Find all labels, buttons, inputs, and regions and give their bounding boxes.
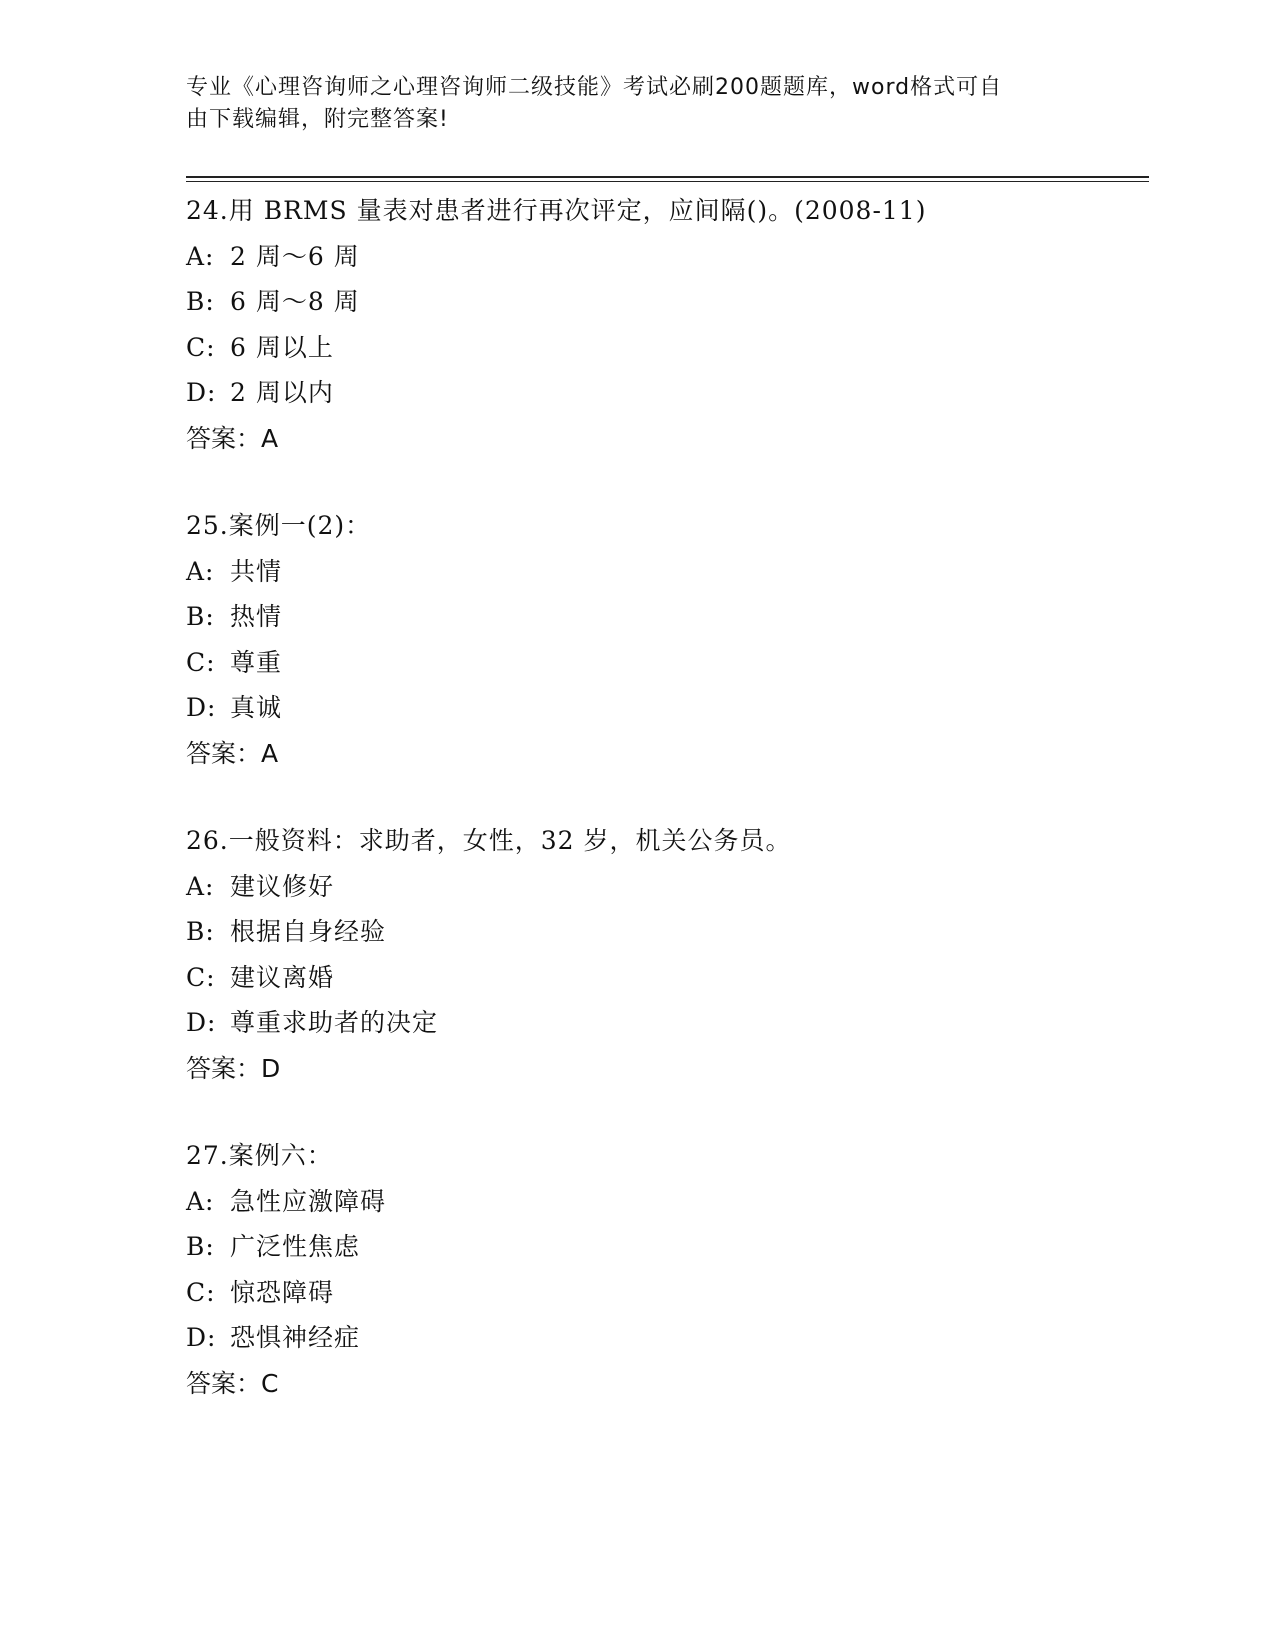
option-key: D: [186, 1008, 217, 1037]
option-text: 恐惧神经症 [230, 1323, 361, 1352]
option-text: 共情 [230, 556, 283, 586]
option-text: 尊重 [230, 647, 283, 677]
option-key: B: [186, 917, 215, 946]
option-c [186, 640, 1146, 686]
question-stem: 24.用 BRMS 量表对患者进行再次评定，应间隔()。(2008-11) [186, 196, 927, 225]
header-divider [186, 176, 1149, 182]
option-key: B: [186, 287, 215, 316]
question-stem: 26.一般资料：求助者，女性，32 岁，机关公务员。 [186, 826, 792, 855]
option-a [186, 234, 1146, 280]
option-d [186, 370, 1146, 416]
question-stem: 25.案例一(2)： [186, 511, 372, 540]
option-key: A: [186, 241, 215, 271]
option-a [186, 549, 1146, 595]
option-c [186, 955, 1146, 1001]
question-25 [186, 503, 1146, 776]
option-key: D: [186, 693, 217, 722]
option-text: 热情 [230, 602, 283, 631]
option-b [186, 279, 1146, 325]
option-key: D: [186, 1323, 217, 1352]
document-header [186, 72, 1086, 136]
question-stem: 27.案例六： [186, 1141, 333, 1170]
option-text: 尊重求助者的决定 [230, 1008, 439, 1037]
option-key: B: [186, 602, 215, 631]
header-line-2: 由下载编辑，附完整答案! [186, 107, 449, 132]
option-key: C: [186, 1277, 216, 1307]
option-key: C: [186, 332, 216, 362]
option-d [186, 1315, 1146, 1361]
option-text: 惊恐障碍 [230, 1277, 335, 1307]
option-d [186, 1000, 1146, 1046]
option-text: 根据自身经验 [230, 917, 387, 946]
option-text: 2 周以内 [230, 378, 334, 407]
question-26 [186, 818, 1146, 1091]
option-text: 6 周～8 周 [230, 287, 360, 316]
option-key: A: [186, 556, 215, 586]
option-a [186, 1179, 1146, 1225]
answer-line: 答案：C [186, 1368, 279, 1398]
question-24 [186, 188, 1146, 461]
option-c [186, 1270, 1146, 1316]
option-key: D: [186, 378, 217, 407]
option-text: 广泛性焦虑 [230, 1232, 361, 1261]
option-d [186, 685, 1146, 731]
answer-line: 答案：A [186, 423, 279, 453]
option-key: A: [186, 871, 215, 901]
option-a [186, 864, 1146, 910]
header-line-1: 专业《心理咨询师之心理咨询师二级技能》考试必刷200题题库，word格式可自 [186, 75, 1003, 100]
option-text: 2 周～6 周 [230, 241, 360, 271]
answer-line: 答案：A [186, 738, 279, 768]
option-text: 建议修好 [230, 871, 335, 901]
option-c [186, 325, 1146, 371]
option-text: 6 周以上 [230, 332, 334, 362]
option-b [186, 909, 1146, 955]
option-text: 建议离婚 [230, 962, 335, 992]
option-key: A: [186, 1186, 215, 1216]
option-b [186, 594, 1146, 640]
option-key: C: [186, 647, 216, 677]
option-text: 急性应激障碍 [230, 1186, 387, 1216]
option-key: B: [186, 1232, 215, 1261]
option-b [186, 1224, 1146, 1270]
option-key: C: [186, 962, 216, 992]
question-list [186, 188, 1146, 1448]
option-text: 真诚 [230, 693, 283, 722]
question-27 [186, 1133, 1146, 1406]
answer-line: 答案：D [186, 1053, 281, 1083]
